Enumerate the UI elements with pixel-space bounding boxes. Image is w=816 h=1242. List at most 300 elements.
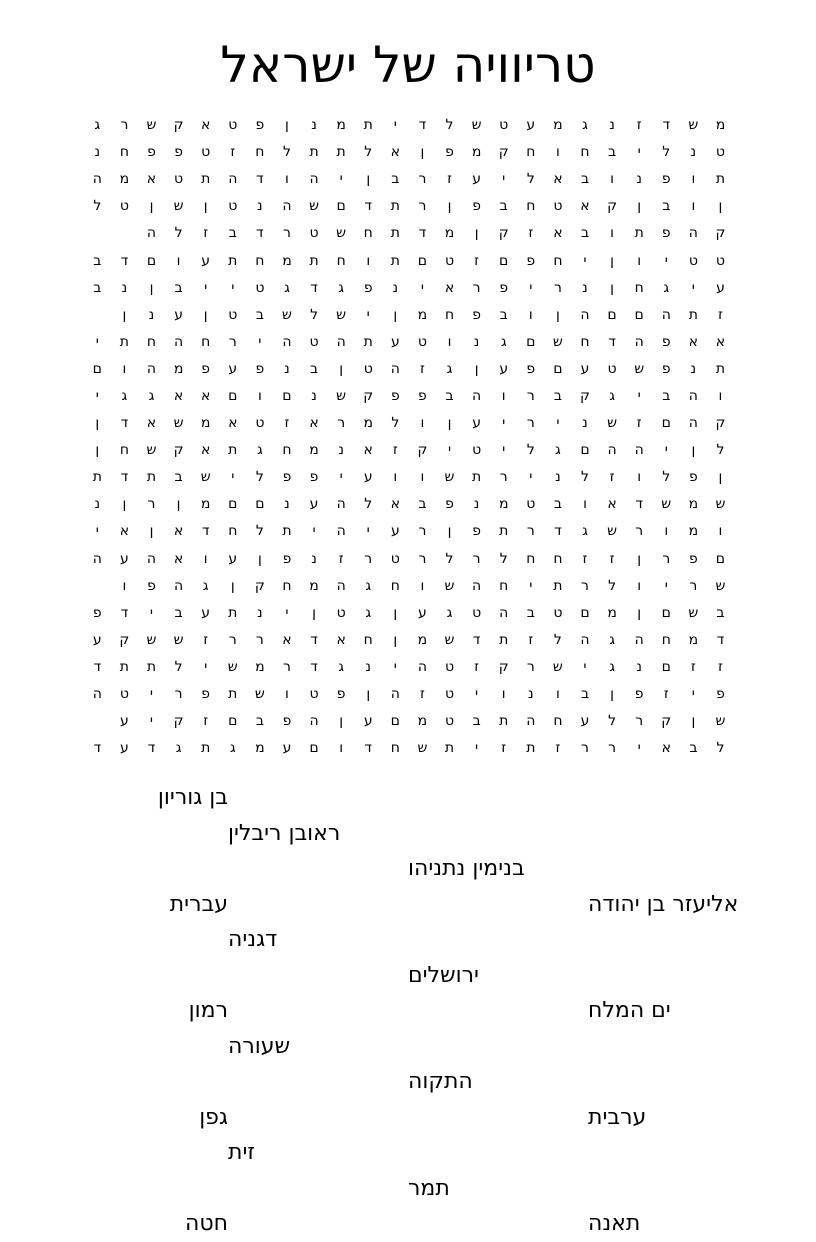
grid-letter: ן bbox=[637, 550, 642, 567]
grid-letter: ח bbox=[526, 198, 536, 215]
grid-letter: ת bbox=[201, 171, 211, 188]
grid-letter: ש bbox=[173, 415, 184, 432]
grid-letter: ע bbox=[228, 360, 238, 377]
grid-letter: ת bbox=[92, 469, 102, 486]
grid-letter: ן bbox=[339, 360, 344, 377]
grid-letter: ם bbox=[228, 496, 238, 513]
grid-letter: ש bbox=[336, 387, 347, 404]
grid-letter: ן bbox=[122, 306, 127, 323]
grid-letter: ח bbox=[228, 523, 238, 540]
grid-letter: ק bbox=[607, 198, 618, 215]
grid-letter: מ bbox=[363, 415, 373, 432]
grid-row bbox=[82, 708, 734, 735]
grid-letter: ט bbox=[499, 117, 509, 134]
grid-letter: פ bbox=[472, 306, 481, 323]
grid-letter: ם bbox=[309, 740, 319, 757]
grid-letter: ק bbox=[119, 631, 130, 648]
grid-letter: י bbox=[529, 279, 533, 296]
grid-letter: ר bbox=[228, 631, 237, 648]
grid-row bbox=[82, 573, 734, 600]
grid-letter: ר bbox=[228, 333, 237, 350]
grid-letter: ע bbox=[363, 713, 373, 730]
grid-letter: ח bbox=[119, 442, 129, 459]
grid-letter: א bbox=[146, 171, 157, 188]
grid-letter: ן bbox=[420, 144, 425, 161]
grid-letter: ש bbox=[634, 360, 645, 377]
grid-letter: ג bbox=[338, 279, 345, 296]
grid-letter: א bbox=[553, 225, 563, 242]
grid-letter: ן bbox=[691, 713, 696, 730]
grid-letter: ב bbox=[472, 713, 481, 730]
grid-letter: ה bbox=[228, 171, 238, 188]
grid-letter: פ bbox=[309, 469, 319, 486]
grid-row bbox=[82, 275, 734, 302]
grid-letter: י bbox=[204, 658, 208, 675]
grid-letter: נ bbox=[609, 117, 615, 134]
grid-letter: נ bbox=[636, 171, 642, 188]
grid-letter: ו bbox=[555, 144, 560, 161]
grid-letter: ו bbox=[718, 387, 723, 404]
grid-letter: ל bbox=[255, 523, 264, 540]
grid-letter: פ bbox=[472, 523, 481, 540]
word-list-item: גפן bbox=[199, 1104, 228, 1130]
grid-letter: נ bbox=[636, 658, 642, 675]
grid-letter: ת bbox=[472, 469, 482, 486]
grid-letter: מ bbox=[255, 658, 265, 675]
grid-letter: ב bbox=[499, 198, 508, 215]
grid-letter: מ bbox=[471, 144, 482, 161]
grid-letter: ה bbox=[336, 496, 346, 513]
grid-letter: ת bbox=[715, 171, 726, 188]
grid-letter: ן bbox=[285, 117, 289, 134]
grid-letter: ב bbox=[553, 496, 562, 513]
grid-letter: ע bbox=[282, 740, 292, 757]
grid-letter: פ bbox=[634, 686, 644, 703]
grid-row bbox=[82, 410, 734, 437]
grid-letter: ז bbox=[474, 658, 480, 675]
grid-letter: ה bbox=[688, 387, 698, 404]
grid-letter: מ bbox=[282, 252, 292, 269]
grid-letter: ב bbox=[580, 686, 590, 703]
grid-letter: פ bbox=[390, 387, 400, 404]
grid-letter: ד bbox=[256, 171, 264, 188]
grid-letter: ם bbox=[661, 604, 671, 621]
grid-row bbox=[82, 437, 734, 464]
grid-letter: ב bbox=[174, 604, 183, 621]
grid-letter: ז bbox=[474, 252, 480, 269]
grid-letter: ל bbox=[608, 577, 617, 594]
grid-letter: ח bbox=[336, 252, 346, 269]
grid-letter: מ bbox=[688, 496, 699, 513]
grid-letter: א bbox=[309, 415, 319, 432]
grid-letter: י bbox=[420, 279, 424, 296]
grid-letter: י bbox=[447, 442, 452, 459]
grid-letter: פ bbox=[661, 360, 671, 377]
grid-letter: ל bbox=[93, 198, 102, 215]
grid-letter: נ bbox=[582, 279, 588, 296]
grid-letter: ב bbox=[174, 469, 183, 486]
grid-letter: י bbox=[502, 415, 506, 432]
grid-letter: ל bbox=[526, 171, 535, 188]
grid-letter: נ bbox=[121, 279, 128, 296]
grid-letter: ב bbox=[580, 225, 590, 242]
grid-letter: ן bbox=[149, 523, 154, 540]
grid-letter: ח bbox=[282, 442, 292, 459]
grid-letter: ד bbox=[364, 198, 373, 215]
grid-letter: ש bbox=[281, 306, 292, 323]
grid-letter: ט bbox=[174, 171, 184, 188]
grid-letter: א bbox=[282, 631, 292, 648]
grid-row bbox=[82, 600, 734, 627]
grid-letter: ע bbox=[201, 604, 211, 621]
grid-letter: נ bbox=[338, 442, 344, 459]
grid-letter: ל bbox=[364, 144, 373, 161]
grid-letter: ע bbox=[174, 306, 183, 323]
grid-letter: ט bbox=[336, 604, 346, 621]
grid-letter: ת bbox=[553, 577, 563, 594]
grid-letter: ת bbox=[390, 225, 400, 242]
grid-letter: ע bbox=[120, 740, 129, 757]
grid-letter: ק bbox=[417, 442, 428, 459]
grid-letter: א bbox=[228, 415, 238, 432]
grid-letter: ם bbox=[228, 387, 238, 404]
grid-letter: ג bbox=[121, 387, 128, 404]
grid-letter: י bbox=[502, 171, 506, 188]
grid-letter: מ bbox=[309, 577, 319, 594]
grid-letter: א bbox=[390, 144, 400, 161]
grid-letter: ה bbox=[607, 442, 617, 459]
grid-letter: ר bbox=[418, 198, 427, 215]
word-list-item: דגניה bbox=[228, 927, 278, 952]
grid-letter: ה bbox=[634, 631, 644, 648]
grid-letter: ן bbox=[203, 306, 208, 323]
grid-letter: ע bbox=[92, 631, 102, 648]
grid-letter: ת bbox=[119, 658, 129, 675]
grid-letter: ט bbox=[309, 225, 319, 242]
grid-row bbox=[82, 247, 734, 274]
grid-letter: ש bbox=[173, 198, 184, 215]
word-list-item: בנימין נתניהו bbox=[408, 856, 525, 881]
grid-letter: ל bbox=[364, 496, 373, 513]
grid-letter: ר bbox=[635, 713, 644, 730]
grid-letter: ח bbox=[634, 279, 644, 296]
grid-letter: ח bbox=[255, 252, 265, 269]
grid-letter: ז bbox=[690, 658, 696, 675]
grid-letter: נ bbox=[690, 360, 697, 377]
grid-row bbox=[82, 166, 734, 193]
grid-letter: ש bbox=[688, 604, 699, 621]
grid-letter: ח bbox=[282, 577, 292, 594]
grid-letter: ה bbox=[309, 171, 319, 188]
grid-letter: ק bbox=[173, 117, 184, 134]
grid-letter: ב bbox=[391, 171, 400, 188]
grid-letter: ת bbox=[119, 333, 129, 350]
grid-row bbox=[82, 220, 734, 247]
grid-letter: ד bbox=[201, 523, 210, 540]
grid-letter: ג bbox=[500, 333, 507, 350]
grid-letter: ר bbox=[689, 577, 698, 594]
grid-letter: ל bbox=[499, 550, 508, 567]
grid-letter: א bbox=[173, 523, 184, 540]
grid-letter: א bbox=[173, 550, 184, 567]
grid-letter: ו bbox=[501, 387, 506, 404]
grid-letter: ש bbox=[254, 686, 265, 703]
grid-letter: ז bbox=[338, 550, 344, 567]
grid-letter: ם bbox=[390, 713, 400, 730]
grid-letter: ע bbox=[120, 713, 129, 730]
grid-letter: ב bbox=[310, 360, 319, 377]
grid-letter: ה bbox=[580, 631, 590, 648]
grid-letter: י bbox=[366, 306, 370, 323]
grid-letter: פ bbox=[445, 496, 454, 513]
grid-letter: ו bbox=[610, 225, 614, 242]
grid-letter: ר bbox=[283, 658, 291, 675]
grid-letter: ם bbox=[661, 658, 671, 675]
grid-letter: ז bbox=[663, 686, 669, 703]
grid-letter: ט bbox=[201, 144, 211, 161]
grid-letter: מ bbox=[715, 117, 726, 134]
grid-letter: ם bbox=[417, 252, 428, 269]
grid-letter: י bbox=[475, 740, 479, 757]
grid-letter: ח bbox=[661, 631, 671, 648]
grid-letter: ט bbox=[363, 360, 373, 377]
grid-letter: פ bbox=[661, 225, 671, 242]
grid-letter: ר bbox=[472, 550, 481, 567]
grid-letter: ו bbox=[637, 469, 642, 486]
grid-letter: ם bbox=[526, 333, 536, 350]
grid-letter: ז bbox=[203, 225, 209, 242]
word-list bbox=[48, 780, 768, 1242]
grid-letter: ן bbox=[610, 686, 614, 703]
grid-letter: מ bbox=[607, 604, 617, 621]
grid-letter: ג bbox=[256, 442, 263, 459]
grid-letter: נ bbox=[365, 658, 372, 675]
grid-letter: ל bbox=[310, 306, 319, 323]
grid-letter: ן bbox=[339, 713, 344, 730]
grid-row bbox=[82, 329, 734, 356]
grid-letter: ג bbox=[338, 658, 345, 675]
grid-letter: ט bbox=[444, 686, 455, 703]
grid-letter: ן bbox=[393, 631, 398, 648]
grid-letter: ה bbox=[92, 171, 102, 188]
grid-letter: ט bbox=[255, 279, 265, 296]
grid-letter: מ bbox=[417, 713, 428, 730]
grid-letter: ד bbox=[364, 740, 373, 757]
grid-letter: פ bbox=[363, 279, 373, 296]
grid-letter: ש bbox=[715, 577, 726, 594]
grid-letter: ה bbox=[499, 604, 509, 621]
word-list-item: זית bbox=[228, 1140, 255, 1165]
grid-letter: ט bbox=[255, 415, 265, 432]
grid-letter: ד bbox=[310, 279, 318, 296]
grid-letter: ז bbox=[609, 550, 615, 567]
grid-letter: פ bbox=[688, 469, 698, 486]
word-list-item: התקוה bbox=[408, 1069, 473, 1094]
grid-letter: ק bbox=[580, 387, 590, 404]
grid-letter: ת bbox=[309, 144, 319, 161]
grid-row bbox=[82, 383, 734, 410]
grid-letter: י bbox=[664, 442, 668, 459]
grid-letter: ו bbox=[528, 306, 533, 323]
grid-letter: ה bbox=[309, 713, 319, 730]
grid-letter: ו bbox=[393, 469, 398, 486]
grid-letter: ע bbox=[580, 713, 590, 730]
grid-letter: ר bbox=[472, 279, 481, 296]
grid-letter: י bbox=[691, 279, 695, 296]
grid-letter: נ bbox=[94, 496, 101, 513]
grid-letter: ה bbox=[282, 198, 292, 215]
grid-letter: מ bbox=[119, 171, 130, 188]
grid-letter: א bbox=[200, 442, 211, 459]
grid-letter: ד bbox=[418, 225, 427, 242]
grid-letter: ד bbox=[120, 604, 129, 621]
grid-letter: נ bbox=[148, 306, 155, 323]
grid-letter: ק bbox=[254, 577, 265, 594]
grid-letter: ה bbox=[390, 360, 400, 377]
grid-letter: י bbox=[393, 117, 397, 134]
word-search-grid bbox=[82, 112, 734, 762]
grid-letter: ב bbox=[174, 279, 183, 296]
grid-letter: ת bbox=[146, 658, 157, 675]
grid-letter: א bbox=[336, 631, 346, 648]
grid-row bbox=[82, 356, 734, 383]
grid-letter: מ bbox=[336, 117, 346, 134]
grid-letter: ם bbox=[336, 198, 346, 215]
grid-letter: ז bbox=[230, 144, 236, 161]
grid-letter: ד bbox=[147, 740, 156, 757]
grid-letter: פ bbox=[255, 360, 265, 377]
grid-letter: י bbox=[312, 523, 316, 540]
grid-letter: ק bbox=[715, 225, 726, 242]
grid-letter: ד bbox=[310, 658, 318, 675]
grid-letter: י bbox=[691, 686, 695, 703]
grid-letter: ל bbox=[445, 550, 454, 567]
grid-letter: א bbox=[444, 279, 455, 296]
grid-letter: ש bbox=[444, 577, 455, 594]
grid-letter: ש bbox=[444, 631, 455, 648]
grid-letter: ד bbox=[256, 225, 264, 242]
grid-letter: ל bbox=[445, 117, 454, 134]
grid-letter: ט bbox=[119, 198, 129, 215]
grid-letter: ת bbox=[444, 740, 455, 757]
grid-letter: ם bbox=[634, 306, 644, 323]
grid-letter: ו bbox=[610, 171, 614, 188]
grid-letter: מ bbox=[417, 306, 428, 323]
grid-letter: ו bbox=[555, 686, 560, 703]
grid-letter: ר bbox=[120, 117, 129, 134]
grid-letter: ת bbox=[228, 442, 238, 459]
grid-letter: ט bbox=[444, 252, 455, 269]
grid-letter: ג bbox=[582, 523, 588, 540]
grid-letter: ט bbox=[228, 198, 238, 215]
grid-letter: ו bbox=[285, 171, 289, 188]
grid-letter: ש bbox=[552, 333, 563, 350]
grid-letter: ז bbox=[636, 415, 642, 432]
grid-letter: פ bbox=[255, 117, 265, 134]
grid-letter: ז bbox=[609, 469, 615, 486]
word-list-item: ים המלח bbox=[588, 998, 671, 1023]
grid-letter: י bbox=[583, 658, 587, 675]
grid-letter: ז bbox=[718, 306, 723, 323]
grid-letter: ן bbox=[637, 604, 642, 621]
grid-letter: מ bbox=[255, 740, 265, 757]
grid-letter: פ bbox=[282, 550, 292, 567]
grid-row bbox=[82, 193, 734, 220]
grid-letter: א bbox=[363, 442, 373, 459]
grid-letter: ז bbox=[528, 631, 534, 648]
grid-letter: א bbox=[173, 387, 184, 404]
grid-letter: ב bbox=[662, 198, 671, 215]
word-list-item: עברית bbox=[169, 891, 228, 917]
grid-letter: ה bbox=[634, 333, 644, 350]
grid-letter: ש bbox=[336, 225, 347, 242]
grid-letter: ן bbox=[474, 225, 479, 242]
grid-letter: ש bbox=[227, 658, 238, 675]
grid-letter: ב bbox=[93, 279, 102, 296]
grid-letter: ו bbox=[637, 577, 642, 594]
grid-letter: פ bbox=[147, 144, 156, 161]
grid-letter: ב bbox=[580, 171, 590, 188]
grid-letter: ר bbox=[418, 171, 427, 188]
grid-letter: פ bbox=[282, 469, 292, 486]
grid-letter: נ bbox=[392, 279, 399, 296]
grid-letter: ה bbox=[390, 686, 400, 703]
grid-letter: ז bbox=[392, 442, 398, 459]
grid-letter: ל bbox=[255, 469, 264, 486]
grid-letter: ל bbox=[662, 469, 671, 486]
grid-letter: מ bbox=[417, 631, 428, 648]
grid-letter: ג bbox=[202, 577, 209, 594]
grid-letter: ז bbox=[636, 117, 642, 134]
grid-letter: א bbox=[580, 198, 590, 215]
grid-letter: ט bbox=[390, 550, 400, 567]
grid-letter: ר bbox=[526, 415, 535, 432]
grid-letter: ר bbox=[418, 523, 427, 540]
grid-letter: ז bbox=[284, 415, 290, 432]
grid-letter: י bbox=[149, 686, 154, 703]
grid-letter: ו bbox=[176, 252, 181, 269]
grid-letter: ע bbox=[201, 252, 211, 269]
grid-letter: ע bbox=[580, 360, 590, 377]
grid-letter: ז bbox=[555, 740, 561, 757]
grid-letter: י bbox=[475, 686, 479, 703]
grid-letter: ק bbox=[715, 415, 726, 432]
grid-letter: פ bbox=[499, 279, 509, 296]
grid-letter: ו bbox=[583, 496, 587, 513]
grid-letter: ר bbox=[255, 631, 264, 648]
page-title: טריוויה של ישראל bbox=[220, 36, 596, 94]
grid-letter: ו bbox=[637, 252, 642, 269]
grid-letter: מ bbox=[200, 415, 211, 432]
grid-letter: ה bbox=[580, 306, 590, 323]
grid-letter: ן bbox=[393, 306, 398, 323]
grid-row bbox=[82, 491, 734, 518]
grid-letter: ת bbox=[228, 604, 238, 621]
grid-letter: פ bbox=[174, 144, 183, 161]
grid-letter: ב bbox=[93, 252, 102, 269]
grid-row bbox=[82, 302, 734, 329]
grid-letter: ם bbox=[607, 306, 617, 323]
grid-letter: ם bbox=[580, 442, 590, 459]
grid-letter: ט bbox=[417, 333, 427, 350]
grid-letter: ו bbox=[691, 198, 696, 215]
grid-letter: ז bbox=[203, 713, 209, 730]
grid-letter: ן bbox=[366, 171, 371, 188]
grid-letter: ר bbox=[283, 225, 291, 242]
grid-letter: ו bbox=[420, 469, 425, 486]
grid-letter: י bbox=[366, 523, 370, 540]
grid-letter: י bbox=[393, 658, 397, 675]
